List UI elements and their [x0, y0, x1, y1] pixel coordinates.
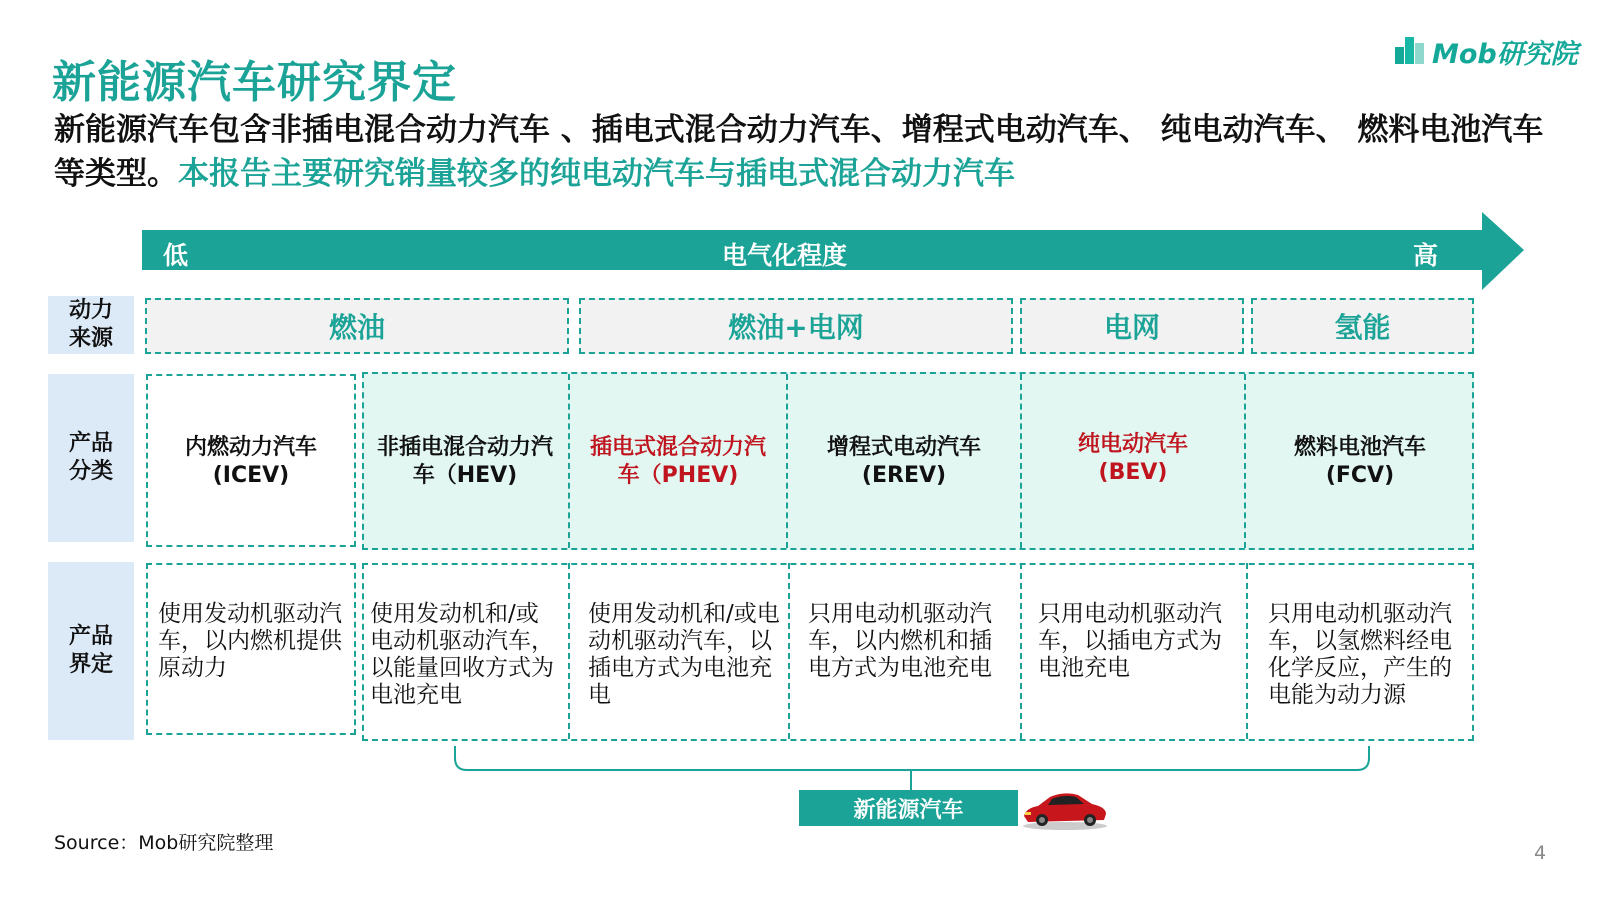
power-source-hydrogen: 氢能 [1251, 298, 1474, 354]
divider [788, 563, 790, 739]
definition-fcv: 只用电动机驱动汽车，以氢燃料经电化学反应，产生的电能为动力源 [1268, 601, 1452, 708]
page-number: 4 [1534, 842, 1547, 864]
definition-icev: 使用发动机驱动汽车，以内燃机提供原动力 [158, 601, 342, 681]
row-header-label: 产品 界定 [68, 624, 113, 677]
product-abbr: (ICEV) [212, 462, 290, 488]
intro-highlight: 本报告主要研究销量较多的纯电动汽车与插电式混合动力汽车 [178, 156, 1015, 192]
logo-text: Mob研究院 [1432, 38, 1578, 70]
product-hev [362, 374, 568, 549]
power-source-fuel: 燃油 [145, 298, 569, 354]
car-icon [1020, 782, 1110, 832]
definition-bev: 只用电动机驱动汽车，以插电方式为电池充电 [1038, 601, 1222, 681]
power-source-fuel-grid: 燃油+电网 [579, 298, 1013, 354]
row-header-product-category [48, 374, 134, 542]
row-header-power-source [48, 296, 134, 354]
product-name: 纯电动汽车 [1077, 431, 1188, 457]
definition-hev: 使用发动机和/或电动机驱动汽车，以能量回收方式为电池充电 [370, 601, 554, 708]
row-header-product-definition [48, 562, 134, 740]
product-fcv [1246, 374, 1474, 549]
row-header-label: 产品 分类 [68, 431, 113, 484]
building-icon [1394, 33, 1428, 69]
product-name: 增程式电动汽车 [826, 434, 981, 460]
brand-logo [1394, 34, 1578, 68]
divider [568, 563, 570, 739]
divider [1020, 563, 1022, 739]
product-phev [570, 374, 786, 549]
page-title: 新能源汽车研究界定 [52, 57, 457, 108]
nev-bracket [450, 744, 1374, 792]
intro-text [54, 108, 1554, 196]
power-source-grid: 电网 [1020, 298, 1244, 354]
intro-part1: 新能源汽车包含非插电混合动力汽车 、插电式混合动力汽车、增程式电动汽车、 纯电动汽车、 燃料电池汽车等类型。 [54, 112, 1544, 192]
scale-low-label: 低 [163, 241, 189, 270]
product-abbr: 车（HEV) [412, 462, 518, 488]
product-abbr: (BEV) [1098, 459, 1168, 485]
scale-high-label: 高 [1413, 241, 1439, 270]
scale-title: 电气化程度 [722, 241, 848, 270]
source-note: Source：Mob研究院整理 [54, 832, 274, 854]
product-abbr: 车（PHEV) [617, 462, 739, 488]
nev-label: 新能源汽车 [799, 790, 1018, 826]
divider [1246, 563, 1248, 739]
product-name: 非插电混合动力汽 [376, 434, 553, 460]
product-abbr: (FCV) [1325, 462, 1395, 488]
product-name: 插电式混合动力汽 [589, 434, 766, 460]
product-icev [146, 374, 356, 549]
definition-phev: 使用发动机和/或电动机驱动汽车，以插电方式为电池充电 [588, 601, 780, 708]
definition-erev: 只用电动机驱动汽车，以内燃机和插电方式为电池充电 [808, 601, 992, 681]
product-bev [1022, 374, 1244, 549]
product-name: 燃料电池汽车 [1293, 434, 1426, 460]
product-erev [788, 374, 1020, 549]
product-abbr: (EREV) [861, 462, 947, 488]
product-name: 内燃动力汽车 [184, 434, 317, 460]
row-header-label: 动力 来源 [68, 298, 113, 351]
